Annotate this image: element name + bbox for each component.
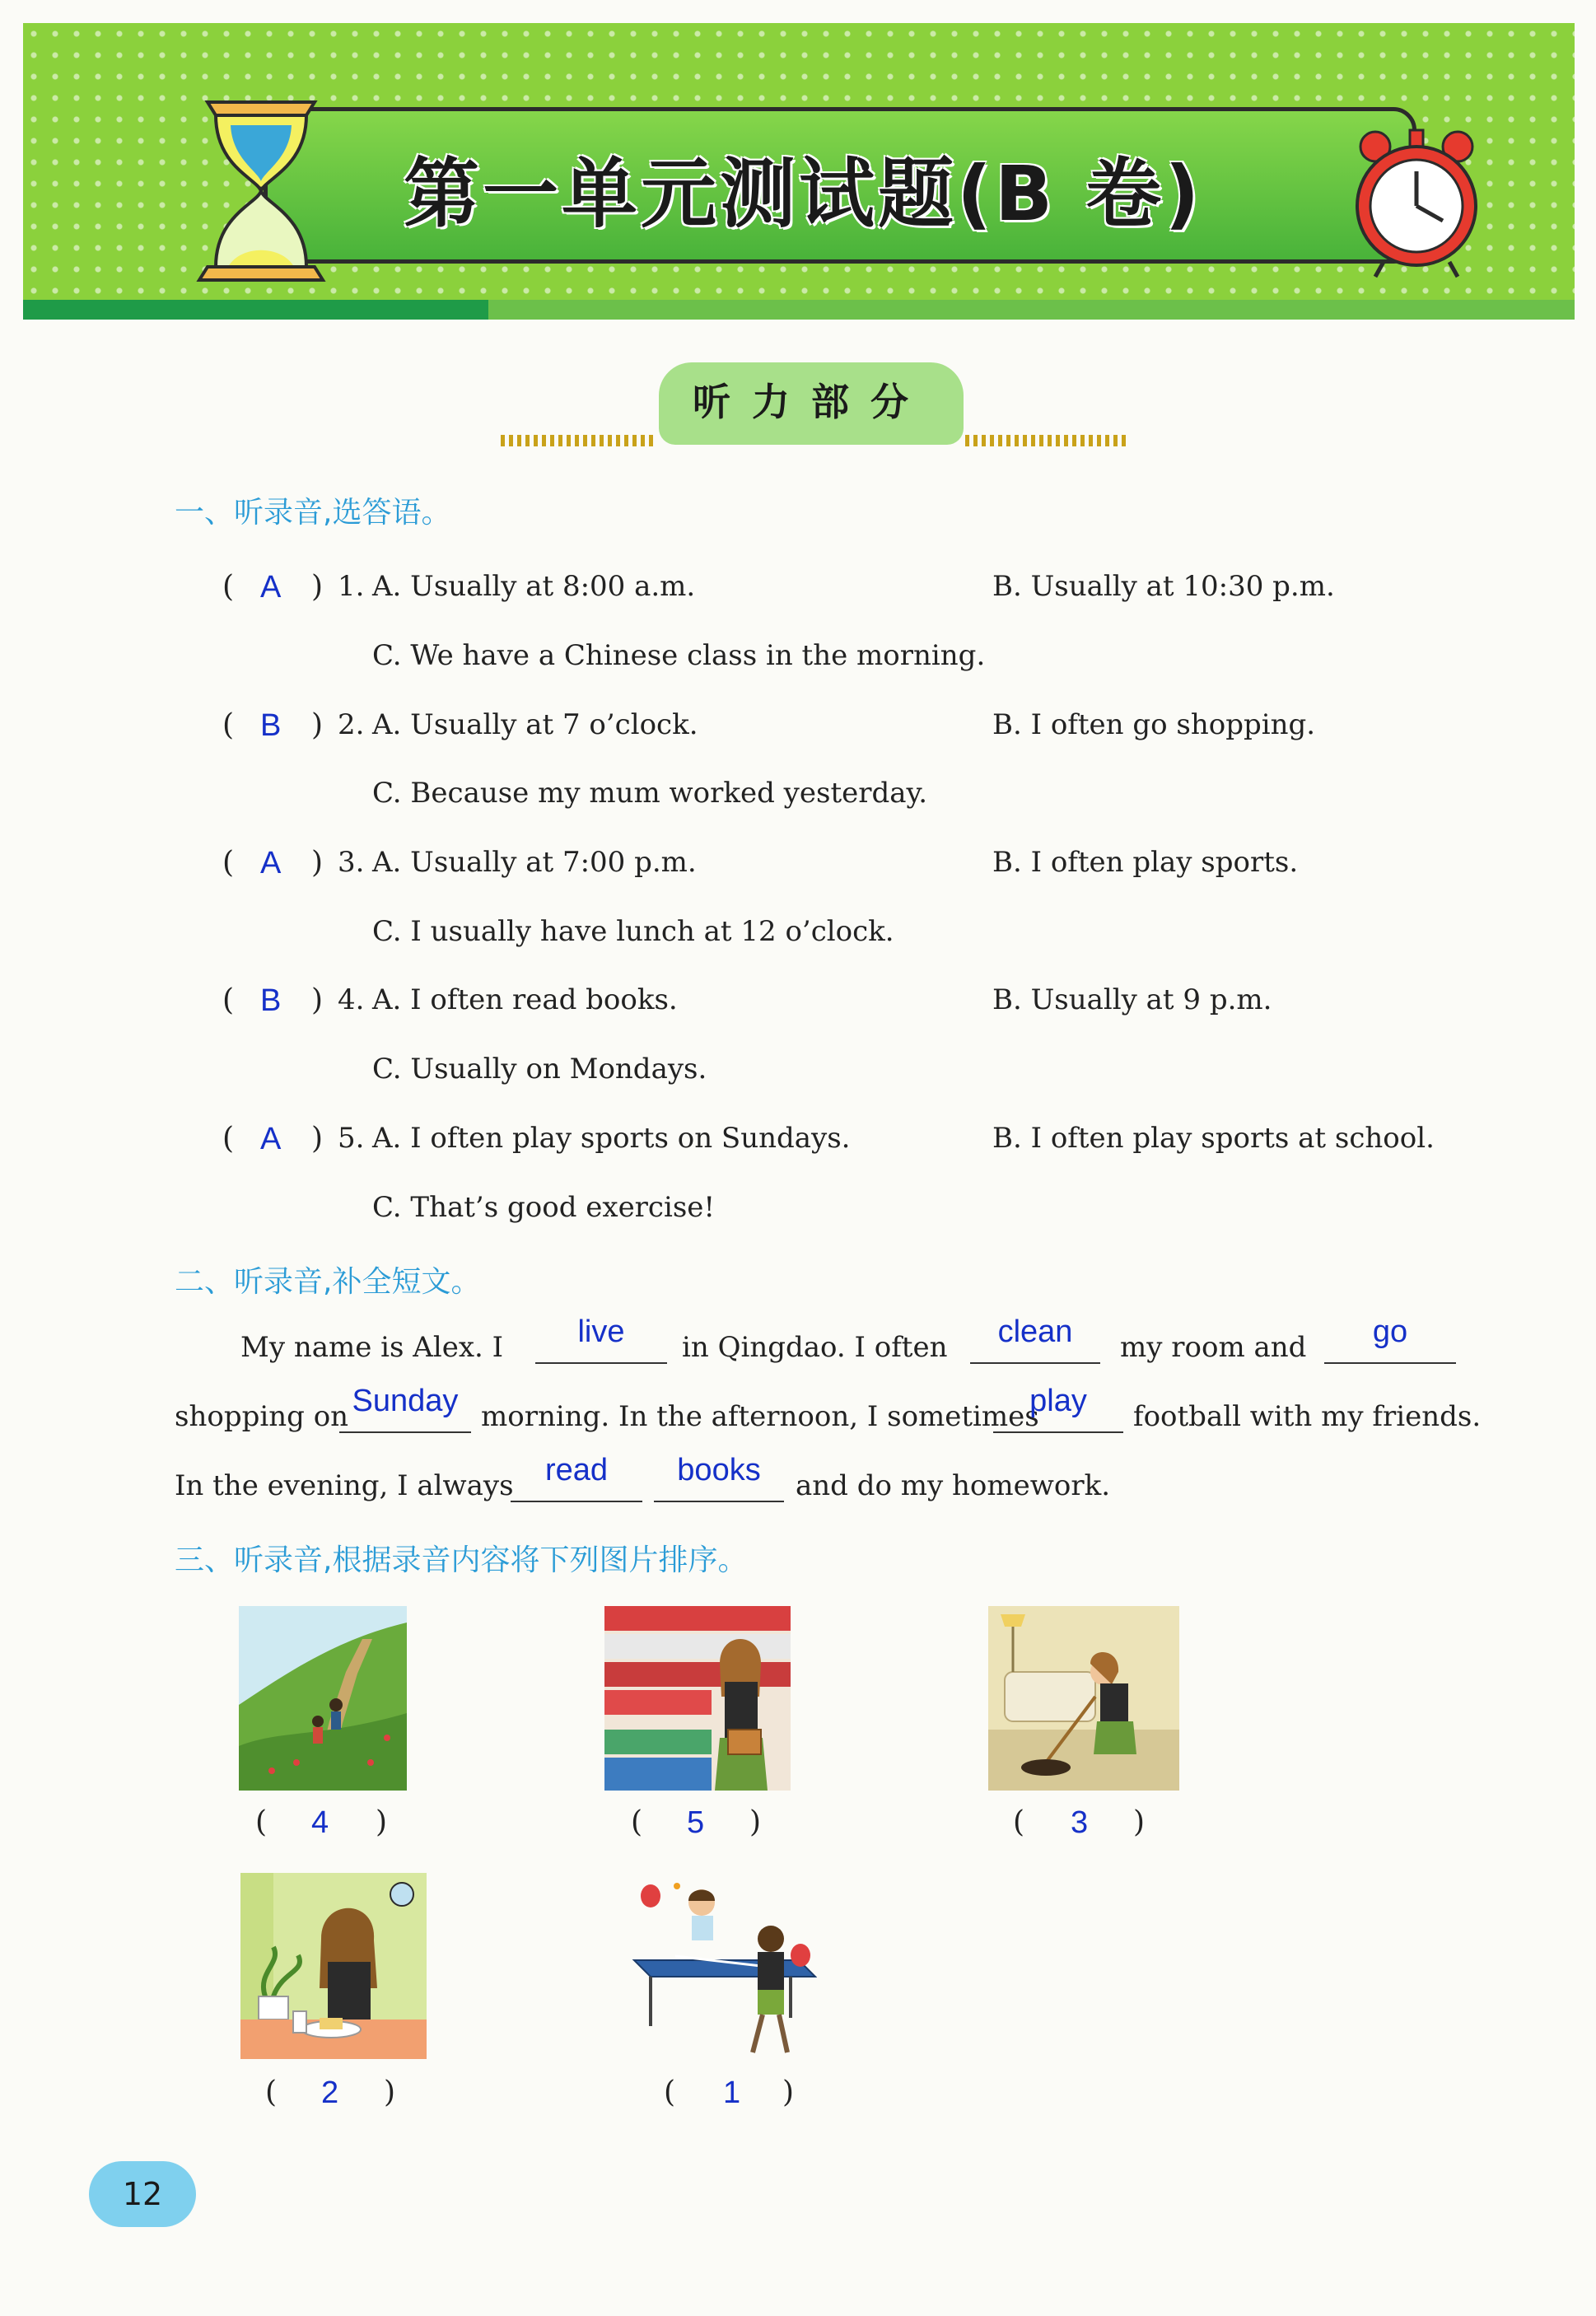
q2-option-a: A. Usually at 7 o’clock.: [372, 708, 698, 741]
passage-text: in Qingdao. I often: [682, 1331, 948, 1364]
q5-option-c: C. That’s good exercise!: [372, 1191, 716, 1224]
answer-paren-open: (: [222, 1122, 235, 1156]
passage-text: my room and: [1120, 1331, 1307, 1364]
picture-3-order: 3: [1071, 1805, 1089, 1840]
q3-option-c: C. I usually have lunch at 12 o’clock.: [372, 915, 894, 948]
answer-paren-close: ): [311, 983, 324, 1017]
part3-heading: 三、听录音,根据录音内容将下列图片排序。: [175, 1543, 748, 1577]
blank-1-answer: live: [577, 1314, 625, 1349]
q2-option-c: C. Because my mum worked yesterday.: [372, 777, 928, 810]
answer-paren-open: (: [664, 2076, 676, 2109]
blank-5-answer: play: [1029, 1384, 1087, 1418]
section-title: 听力部分: [693, 380, 930, 424]
q1-answer: A: [260, 570, 282, 605]
answer-paren-open: (: [631, 1805, 643, 1839]
blank-7: [654, 1501, 784, 1502]
blank-4-answer: Sunday: [352, 1384, 459, 1418]
blank-2: [970, 1362, 1100, 1364]
q2-number: 2.: [338, 708, 365, 741]
blank-6-answer: read: [544, 1453, 609, 1487]
picture-shopping: [604, 1606, 791, 1791]
q4-answer: B: [260, 983, 282, 1018]
answer-paren-close: ): [749, 1805, 762, 1839]
q4-option-b: B. Usually at 9 p.m.: [992, 983, 1272, 1016]
answer-paren-open: (: [265, 2076, 278, 2109]
answer-paren-close: ): [782, 2076, 795, 2109]
blank-3: [1324, 1362, 1456, 1364]
q1-number: 1.: [338, 570, 365, 603]
dotted-divider-left: [501, 435, 657, 446]
q1-option-c: C. We have a Chinese class in the morning.: [372, 639, 986, 672]
page-number: 12: [89, 2161, 196, 2227]
q4-option-c: C. Usually on Mondays.: [372, 1053, 707, 1086]
picture-cleaning-room: [988, 1606, 1179, 1791]
q2-option-b: B. I often go shopping.: [992, 708, 1316, 741]
passage-text: My name is Alex. I: [240, 1331, 504, 1364]
answer-paren-open: (: [222, 983, 235, 1017]
passage-text: football with my friends.: [1133, 1400, 1482, 1433]
picture-breakfast: [240, 1873, 427, 2059]
page-title: 第一单元测试题(B 卷): [404, 150, 1203, 238]
banner-stripe: [23, 300, 1575, 320]
picture-5-order: 1: [723, 2076, 741, 2110]
q4-option-a: A. I often read books.: [372, 983, 678, 1016]
passage-text: and do my homework.: [796, 1469, 1111, 1502]
answer-paren-close: ): [1133, 1805, 1146, 1839]
answer-paren-open: (: [222, 708, 235, 742]
picture-table-tennis: [626, 1878, 817, 2064]
q3-answer: A: [260, 846, 282, 880]
passage-text: In the evening, I always: [175, 1469, 514, 1502]
picture-2-order: 5: [687, 1805, 705, 1840]
q1-option-a: A. Usually at 8:00 a.m.: [372, 570, 696, 603]
q5-answer: A: [260, 1122, 282, 1156]
picture-1-order: 4: [311, 1805, 329, 1840]
answer-paren-close: ): [311, 846, 324, 880]
q5-option-b: B. I often play sports at school.: [992, 1122, 1435, 1155]
answer-paren-open: (: [222, 846, 235, 880]
answer-paren-close: ): [311, 708, 324, 742]
answer-paren-close: ): [376, 1805, 388, 1839]
blank-3-answer: go: [1372, 1314, 1408, 1349]
answer-paren-close: ): [311, 570, 324, 604]
answer-paren-open: (: [1013, 1805, 1025, 1839]
q1-option-b: B. Usually at 10:30 p.m.: [992, 570, 1335, 603]
blank-5: [993, 1431, 1123, 1433]
q5-number: 5.: [338, 1122, 365, 1155]
answer-paren-open: (: [222, 570, 235, 604]
q3-number: 3.: [338, 846, 365, 879]
q2-answer: B: [260, 708, 282, 743]
part1-heading: 一、听录音,选答语。: [175, 496, 451, 530]
q3-option-a: A. Usually at 7:00 p.m.: [372, 846, 697, 879]
q5-option-a: A. I often play sports on Sundays.: [372, 1122, 851, 1155]
passage-text: shopping on: [175, 1400, 349, 1433]
blank-1: [535, 1362, 667, 1364]
answer-paren-close: ): [311, 1122, 324, 1156]
q3-option-b: B. I often play sports.: [992, 846, 1299, 879]
hourglass-icon: [191, 92, 331, 290]
picture-hill-climbing: [239, 1606, 407, 1791]
passage-text: morning. In the afternoon, I sometimes: [481, 1400, 1039, 1433]
answer-paren-close: ): [384, 2076, 396, 2109]
blank-7-answer: books: [677, 1453, 761, 1487]
part2-heading: 二、听录音,补全短文。: [175, 1265, 481, 1299]
blank-4: [339, 1431, 471, 1433]
alarm-clock-icon: [1351, 124, 1482, 280]
blank-6: [511, 1501, 642, 1502]
blank-2-answer: clean: [997, 1314, 1073, 1349]
answer-paren-open: (: [255, 1805, 268, 1839]
dotted-divider-right: [965, 435, 1130, 446]
q4-number: 4.: [338, 983, 365, 1016]
picture-4-order: 2: [321, 2076, 339, 2110]
